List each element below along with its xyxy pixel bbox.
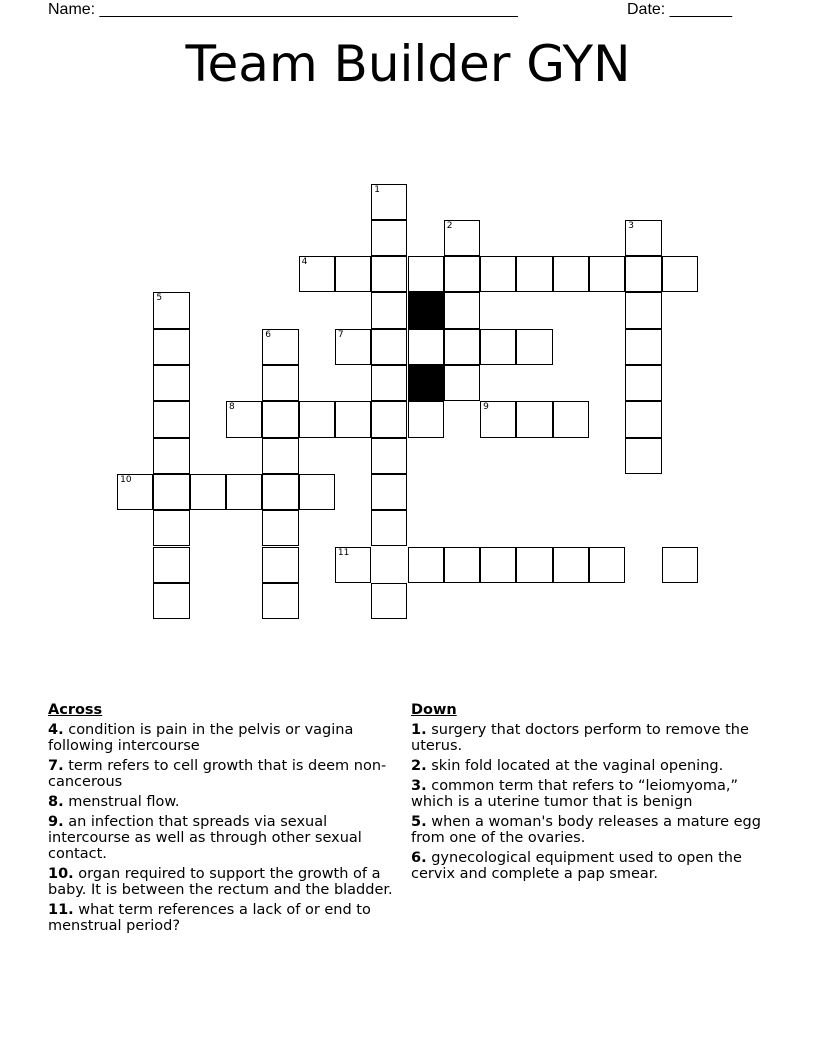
grid-cell[interactable] [408,401,444,437]
grid-cell[interactable] [226,474,262,510]
clue-text: term refers to cell growth that is deem non-cancerous [48,758,387,790]
clue-text: surgery that doctors perform to remove the uterus. [411,722,749,754]
grid-cell[interactable] [371,365,407,401]
clue-number: 8. [48,794,64,810]
clue-number: 10 [120,474,132,485]
grid-cell[interactable] [444,365,480,401]
grid-cell[interactable] [625,256,661,292]
grid-cell[interactable] [589,547,625,583]
clue-number: 5. [411,814,427,830]
grid-cell[interactable] [262,438,298,474]
grid-cell[interactable] [153,547,189,583]
down-clue [411,778,761,810]
grid-cell[interactable] [153,401,189,437]
grid-cell[interactable] [516,547,552,583]
grid-cell[interactable] [153,510,189,546]
grid-cell[interactable] [153,474,189,510]
grid-cell[interactable] [262,329,298,365]
clue-text: common term that refers to “leiomyoma,” which is a uterine tumor that is benign [411,778,739,810]
grid-cell[interactable] [625,329,661,365]
grid-cell[interactable] [625,220,661,256]
across-clue [48,794,398,810]
down-list [411,722,761,882]
grid-cell[interactable] [153,583,189,619]
clue-number: 6. [411,850,427,866]
across-clue [48,814,398,862]
clue-number: 2. [411,758,427,774]
grid-cell[interactable] [553,547,589,583]
grid-cell[interactable] [299,401,335,437]
clue-text: an infection that spreads via sexual intercourse as well as through other sexual contact. [48,814,362,862]
across-clue [48,902,398,934]
clue-number: 3. [411,778,427,794]
grid-cell[interactable] [480,256,516,292]
grid-cell[interactable] [262,474,298,510]
clue-text: gynecological equipment used to open the cervix and complete a pap smear. [411,850,742,882]
grid-cell[interactable] [553,401,589,437]
grid-cell[interactable] [625,292,661,328]
grid-cell[interactable] [444,547,480,583]
clue-number: 10. [48,866,74,882]
grid-cell[interactable] [371,583,407,619]
clue-number: 1 [374,184,380,195]
down-clue [411,850,761,882]
black-cell [408,292,444,328]
clue-number: 3 [628,220,635,231]
clue-number: 11 [337,547,350,558]
grid-cell[interactable] [625,365,661,401]
grid-cell[interactable] [262,365,298,401]
grid-cell[interactable] [153,329,189,365]
grid-cell[interactable] [480,329,516,365]
grid-cell[interactable] [153,365,189,401]
page-title: Team Builder GYN [185,35,631,93]
grid-cell[interactable] [335,547,371,583]
grid-cell[interactable] [226,401,262,437]
across-clue [48,758,398,790]
grid-cell[interactable] [371,220,407,256]
grid-cell[interactable] [371,292,407,328]
grid-cell[interactable] [371,184,407,220]
across-heading: Across [48,702,103,718]
down-clue [411,722,761,754]
grid-cell[interactable] [408,329,444,365]
grid-cell[interactable] [516,401,552,437]
grid-cell[interactable] [480,401,516,437]
grid-cell[interactable] [444,329,480,365]
grid-cell[interactable] [153,438,189,474]
grid-cell[interactable] [262,547,298,583]
clue-text: when a woman's body releases a mature egg from one of the ovaries. [411,814,761,846]
grid-cell[interactable] [335,401,371,437]
grid-cell[interactable] [371,474,407,510]
grid-cell[interactable] [625,438,661,474]
grid-cell[interactable] [444,220,480,256]
grid-cell[interactable] [516,256,552,292]
across-clue [48,722,398,754]
clue-number: 4. [48,722,64,738]
clue-number: 5 [156,293,163,304]
clue-text: what term references a lack of or end to menstrual period? [48,902,371,934]
clue-number: 2 [446,220,453,231]
grid-cell[interactable] [117,474,153,510]
across-list [48,722,398,934]
down-heading: Down [411,702,457,718]
grid-cell[interactable] [371,329,407,365]
across-clue [48,866,398,898]
clue-text: organ required to support the growth of a baby. It is between the rectum and the bladder. [48,866,393,898]
down-clue [411,758,761,774]
black-cell [408,365,444,401]
grid-cell[interactable] [262,401,298,437]
grid-cell[interactable] [299,256,335,292]
down-clues [411,702,761,882]
grid-cell[interactable] [444,292,480,328]
down-clue [411,814,761,846]
grid-cell[interactable] [589,256,625,292]
grid-cell[interactable] [408,547,444,583]
clue-number: 4 [301,257,308,268]
grid-cell[interactable] [408,256,444,292]
grid-cell[interactable] [553,256,589,292]
grid-cell[interactable] [190,474,226,510]
grid-cell[interactable] [153,292,189,328]
across-clues [48,702,398,934]
clue-text: condition is pain in the pelvis or vagina following intercourse [48,722,354,754]
clue-number: 9. [48,814,64,830]
grid-cell[interactable] [262,583,298,619]
clue-text: menstrual flow. [63,794,180,810]
grid-cell[interactable] [371,438,407,474]
clue-number: 6 [265,329,272,340]
clue-number: 7. [48,758,64,774]
grid-cell[interactable] [625,401,661,437]
clue-number: 8 [229,402,235,413]
grid-cell[interactable] [335,256,371,292]
grid-cell[interactable] [371,256,407,292]
grid-cell[interactable] [662,256,698,292]
name-field[interactable]: Name: _______________________________________________ [48,1,518,18]
clue-text: skin fold located at the vaginal opening. [426,758,724,774]
grid-cell[interactable] [444,256,480,292]
grid-cell[interactable] [371,401,407,437]
clue-number: 9 [483,402,489,413]
grid-cell[interactable] [480,547,516,583]
clue-number: 1. [411,722,427,738]
grid-cell[interactable] [299,474,335,510]
grid-cell[interactable] [371,510,407,546]
grid-cell[interactable] [335,329,371,365]
grid-cell[interactable] [262,510,298,546]
grid-cell[interactable] [516,329,552,365]
grid-cell[interactable] [662,547,698,583]
clue-number: 11. [48,902,74,918]
clue-number: 7 [337,329,344,340]
date-field[interactable]: Date: _______ [627,1,732,18]
